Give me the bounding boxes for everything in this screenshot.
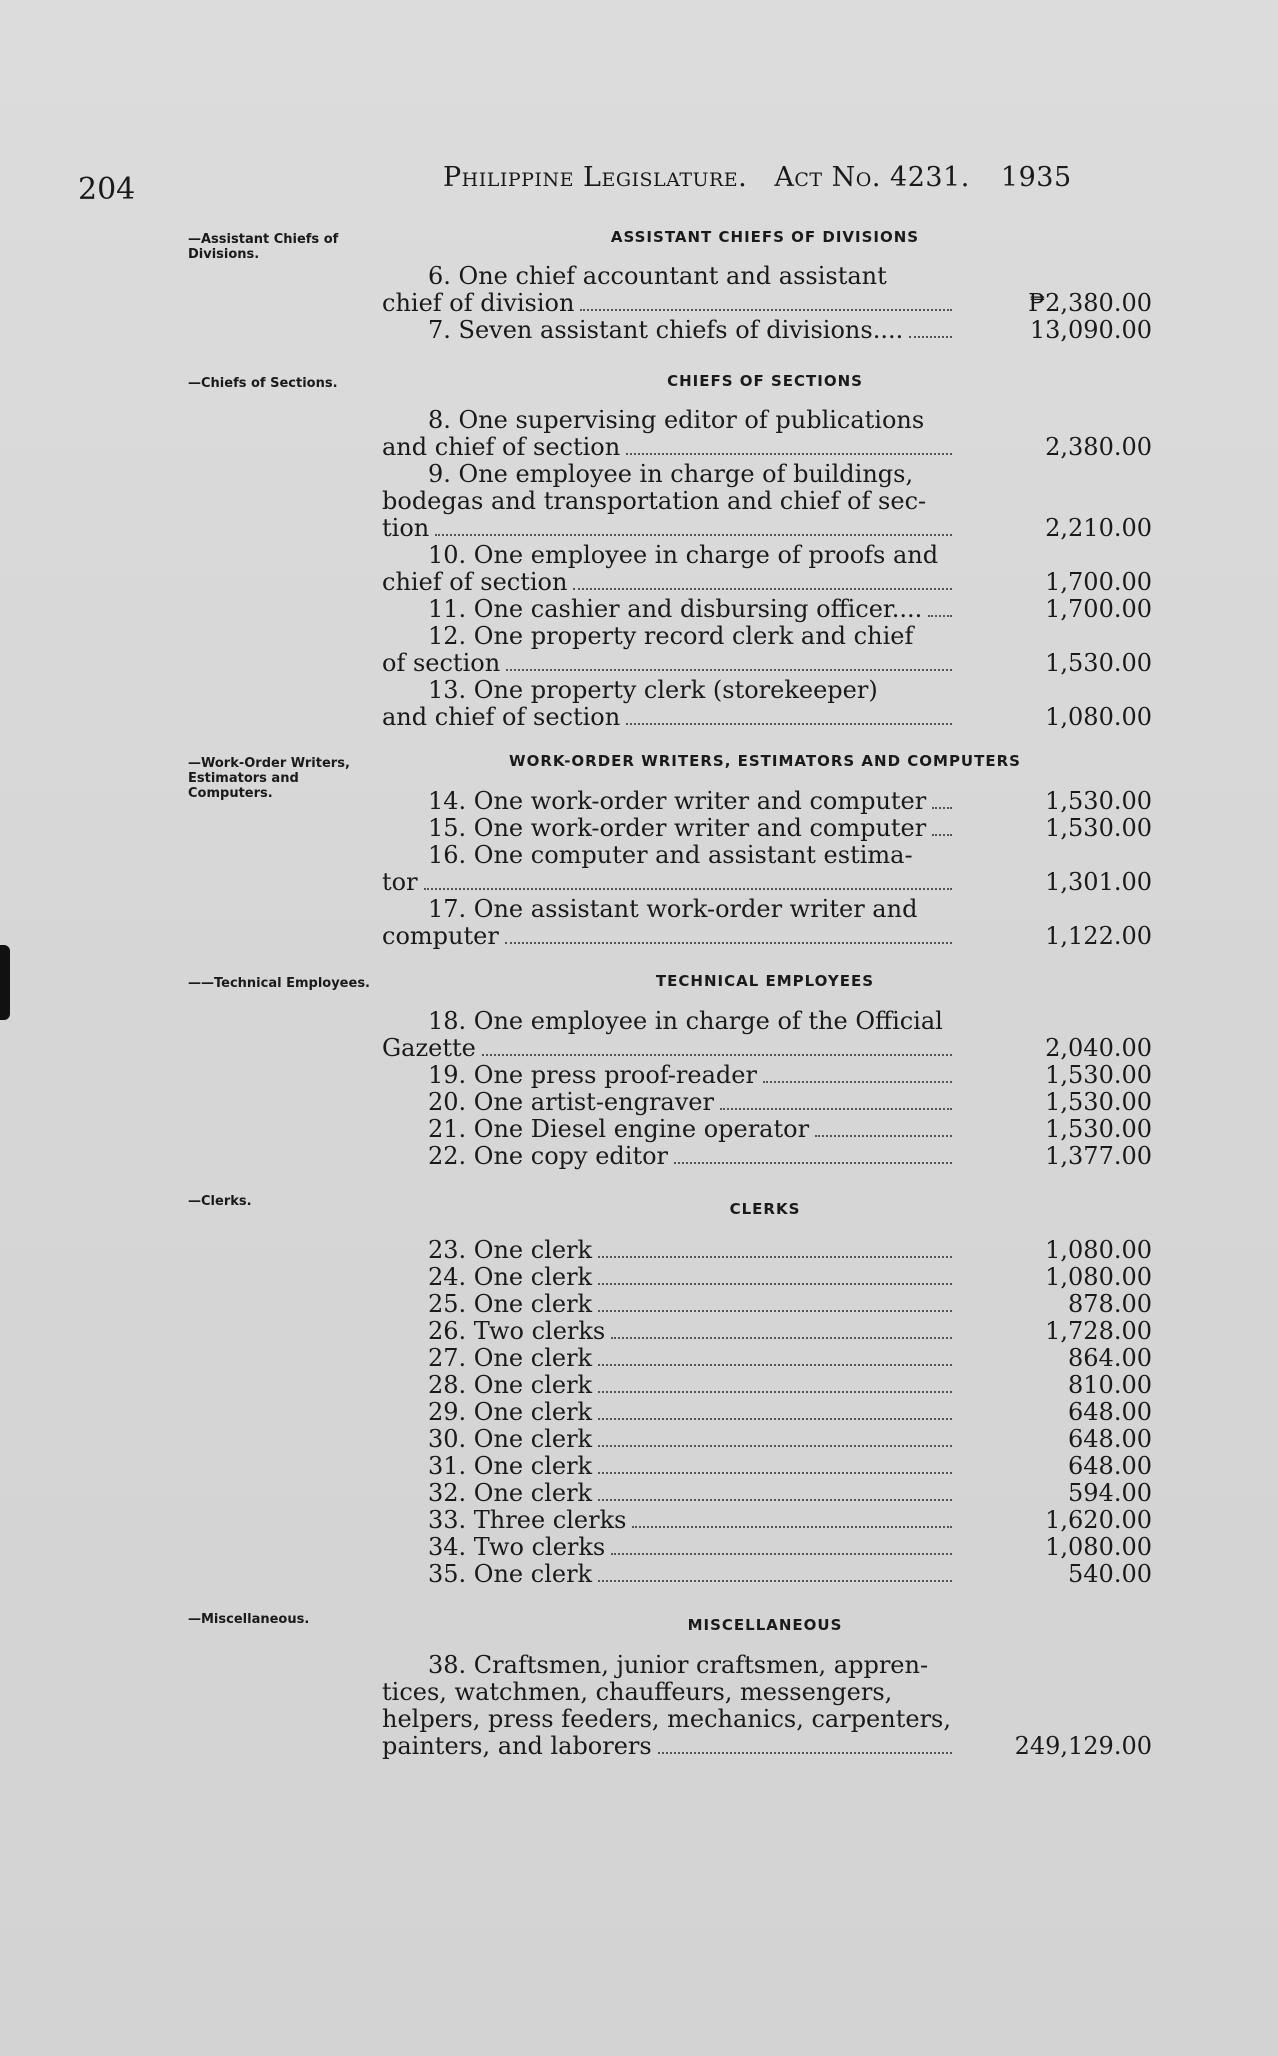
item-amount: 2,040.00 [1045, 1034, 1152, 1062]
item-amount: 1,700.00 [1045, 568, 1152, 596]
dot-leader [424, 888, 952, 890]
item-amount: 1,530.00 [1045, 649, 1152, 677]
dot-leader [626, 453, 952, 455]
dot-leader [580, 309, 952, 311]
appropriation-item [382, 1061, 1152, 1088]
dot-leader [598, 1283, 952, 1285]
item-amount: 1,530.00 [1045, 1061, 1152, 1089]
dot-leader [909, 336, 952, 338]
margin-note: ——Technical Employees. [188, 976, 370, 991]
item-amount: 1,530.00 [1045, 1115, 1152, 1143]
item-amount: ₱2,380.00 [1028, 289, 1152, 317]
appropriation-item [382, 1088, 1152, 1115]
item-text-line: tion [382, 514, 430, 542]
appropriation-item [382, 1651, 1152, 1759]
item-text-line: 14. One work-order writer and computer [428, 787, 927, 815]
appropriation-item [382, 1371, 1152, 1398]
margin-note: —Chiefs of Sections. [188, 376, 338, 391]
item-amount: 648.00 [1068, 1452, 1152, 1480]
item-text-line: 23. One clerk [428, 1236, 593, 1264]
margin-note: —Assistant Chiefs of Divisions. [188, 232, 339, 262]
appropriation-item [382, 1236, 1152, 1263]
margin-note: —Work-Order Writers, Estimators and Computers. [188, 756, 350, 801]
item-text-line: 27. One clerk [428, 1344, 593, 1372]
appropriation-item [382, 1479, 1152, 1506]
dot-leader [928, 615, 952, 617]
item-text-line: tices, watchmen, chauffeurs, messengers, [382, 1678, 893, 1706]
dot-leader [815, 1135, 952, 1137]
item-text-line: 33. Three clerks [428, 1506, 627, 1534]
section-heading: MISCELLANEOUS [687, 1616, 843, 1634]
item-text-line: 6. One chief accountant and assistant [428, 262, 887, 290]
appropriation-item [382, 1560, 1152, 1587]
appropriation-item [382, 1263, 1152, 1290]
item-text-line: 17. One assistant work-order writer and [428, 895, 918, 923]
appropriation-item [382, 595, 1152, 622]
dot-leader [506, 669, 952, 671]
dot-leader [626, 723, 952, 725]
appropriation-item [382, 676, 1152, 730]
item-text-line: 32. One clerk [428, 1479, 593, 1507]
appropriation-item [382, 406, 1152, 460]
item-text-line: 13. One property clerk (storekeeper) [428, 676, 878, 704]
item-amount: 878.00 [1068, 1290, 1152, 1318]
dot-leader [932, 834, 952, 836]
appropriation-item [382, 841, 1152, 895]
dot-leader [482, 1054, 952, 1056]
item-text-line: 22. One copy editor [428, 1142, 669, 1170]
appropriation-item [382, 460, 1152, 541]
item-text-line: chief of section [382, 568, 568, 596]
running-head [443, 162, 1072, 193]
item-text-line: 7. Seven assistant chiefs of divisions.... [428, 316, 904, 344]
item-text-line: bodegas and transportation and chief of sec- [382, 487, 927, 515]
item-amount: 1,728.00 [1045, 1317, 1152, 1345]
item-text-line: and chief of section [382, 433, 621, 461]
item-amount: 1,080.00 [1045, 703, 1152, 731]
dot-leader [658, 1752, 952, 1754]
item-amount: 1,377.00 [1045, 1142, 1152, 1170]
item-text-line: helpers, press feeders, mechanics, carpenters, [382, 1705, 951, 1733]
dot-leader [632, 1526, 952, 1528]
item-text-line: tor [382, 868, 418, 896]
item-text-line: 28. One clerk [428, 1371, 593, 1399]
appropriation-item [382, 1452, 1152, 1479]
item-text-line: 11. One cashier and disbursing officer.... [428, 595, 923, 623]
item-text-line: 31. One clerk [428, 1452, 593, 1480]
item-amount: 1,530.00 [1045, 787, 1152, 815]
item-text-line: 21. One Diesel engine operator [428, 1115, 810, 1143]
item-text-line: 35. One clerk [428, 1560, 593, 1588]
dot-leader [435, 534, 952, 536]
dot-leader [598, 1445, 952, 1447]
margin-note: —Miscellaneous. [188, 1612, 310, 1627]
item-text-line: computer [382, 922, 499, 950]
dot-leader [598, 1580, 952, 1582]
section-heading: CHIEFS OF SECTIONS [667, 372, 863, 390]
running-head-title: Philippine Legislature. [443, 162, 748, 193]
appropriation-item [382, 541, 1152, 595]
dot-leader [763, 1081, 952, 1083]
item-text-line: 10. One employee in charge of proofs and [428, 541, 939, 569]
appropriation-item [382, 1290, 1152, 1317]
item-amount: 2,380.00 [1045, 433, 1152, 461]
section-heading: CLERKS [729, 1200, 801, 1218]
item-amount: 1,530.00 [1045, 814, 1152, 842]
item-text-line: 20. One artist-engraver [428, 1088, 714, 1116]
item-text-line: 34. Two clerks [428, 1533, 606, 1561]
item-text-line: painters, and laborers [382, 1732, 652, 1760]
appropriation-item [382, 1115, 1152, 1142]
margin-note: —Clerks. [188, 1194, 252, 1209]
item-amount: 1,301.00 [1045, 868, 1152, 896]
dot-leader [598, 1472, 952, 1474]
dot-leader [932, 807, 952, 809]
section-heading: WORK-ORDER WRITERS, ESTIMATORS AND COMPUTERS [509, 752, 1021, 770]
dot-leader [505, 942, 952, 944]
item-text-line: 38. Craftsmen, junior craftsmen, appren- [428, 1651, 929, 1679]
item-amount: 648.00 [1068, 1398, 1152, 1426]
dot-leader [598, 1364, 952, 1366]
appropriation-item [382, 1533, 1152, 1560]
item-amount: 594.00 [1068, 1479, 1152, 1507]
dot-leader [598, 1418, 952, 1420]
dot-leader [573, 588, 952, 590]
item-text-line: 12. One property record clerk and chief [428, 622, 914, 650]
item-text-line: and chief of section [382, 703, 621, 731]
item-amount: 864.00 [1068, 1344, 1152, 1372]
item-text-line: 16. One computer and assistant estima- [428, 841, 913, 869]
section-heading: TECHNICAL EMPLOYEES [655, 972, 875, 990]
item-text-line: 26. Two clerks [428, 1317, 606, 1345]
appropriation-item [382, 1506, 1152, 1533]
item-amount: 1,700.00 [1045, 595, 1152, 623]
dot-leader [720, 1108, 952, 1110]
dot-leader [611, 1553, 952, 1555]
item-text-line: 25. One clerk [428, 1290, 593, 1318]
item-amount: 1,080.00 [1045, 1236, 1152, 1264]
scan-edge-mark [0, 945, 10, 1020]
item-amount: 2,210.00 [1045, 514, 1152, 542]
appropriation-item [382, 622, 1152, 676]
item-amount: 1,530.00 [1045, 1088, 1152, 1116]
appropriation-item [382, 262, 1152, 316]
appropriation-item [382, 1425, 1152, 1452]
item-text-line: chief of division [382, 289, 575, 317]
item-text-line: 24. One clerk [428, 1263, 593, 1291]
appropriation-item [382, 787, 1152, 814]
item-text-line: 19. One press proof-reader [428, 1061, 757, 1089]
dot-leader [598, 1310, 952, 1312]
appropriation-item [382, 1142, 1152, 1169]
running-head-act: Act No. 4231. [774, 162, 970, 193]
item-amount: 1,620.00 [1045, 1506, 1152, 1534]
item-text-line: 18. One employee in charge of the Official [428, 1007, 943, 1035]
section-heading: ASSISTANT CHIEFS OF DIVISIONS [610, 228, 920, 246]
appropriation-item [382, 1317, 1152, 1344]
item-text-line: of section [382, 649, 501, 677]
appropriation-item [382, 1344, 1152, 1371]
running-head-year: 1935 [1000, 162, 1072, 193]
dot-leader [611, 1337, 952, 1339]
item-amount: 810.00 [1068, 1371, 1152, 1399]
item-text-line: 8. One supervising editor of publications [428, 406, 925, 434]
item-amount: 1,122.00 [1045, 922, 1152, 950]
appropriation-item [382, 814, 1152, 841]
item-amount: 1,080.00 [1045, 1263, 1152, 1291]
item-text-line: 15. One work-order writer and computer [428, 814, 927, 842]
dot-leader [598, 1391, 952, 1393]
dot-leader [674, 1162, 952, 1164]
dot-leader [598, 1499, 952, 1501]
item-text-line: 30. One clerk [428, 1425, 593, 1453]
item-amount: 1,080.00 [1045, 1533, 1152, 1561]
item-text-line: Gazette [382, 1034, 476, 1062]
item-amount: 13,090.00 [1029, 316, 1152, 344]
item-text-line: 29. One clerk [428, 1398, 593, 1426]
appropriation-item [382, 1398, 1152, 1425]
item-amount: 249,129.00 [1014, 1732, 1152, 1760]
item-text-line: 9. One employee in charge of buildings, [428, 460, 914, 488]
page-number: 204 [78, 172, 136, 207]
item-amount: 648.00 [1068, 1425, 1152, 1453]
dot-leader [598, 1256, 952, 1258]
appropriation-item [382, 1007, 1152, 1061]
appropriation-item [382, 316, 1152, 343]
appropriation-item [382, 895, 1152, 949]
item-amount: 540.00 [1068, 1560, 1152, 1588]
